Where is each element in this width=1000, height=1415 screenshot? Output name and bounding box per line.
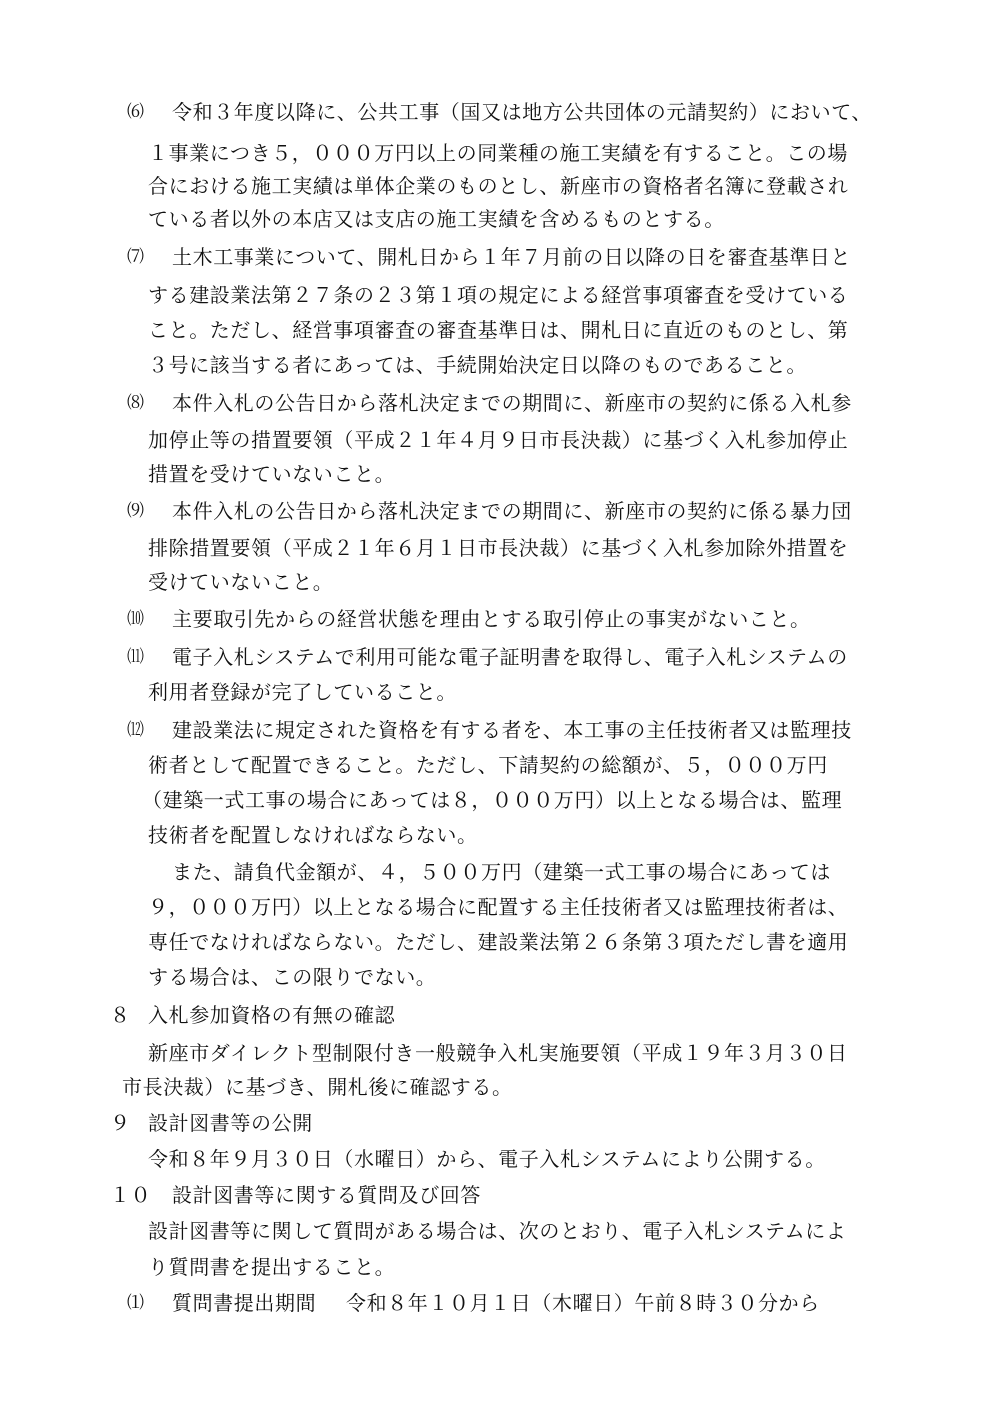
item-9-line-2: 排除措置要領（平成２１年６月１日市長決裁）に基づく入札参加除外措置を bbox=[148, 536, 849, 560]
item-7-line-2: する建設業法第２７条の２３第１項の規定による経営事項審査を受けている bbox=[148, 283, 849, 307]
item-12-line-1: 建設業法に規定された資格を有する者を、本工事の主任技術者又は監理技 bbox=[172, 718, 852, 742]
item-6-line-4: ている者以外の本店又は支店の施工実績を含めるものとする。 bbox=[148, 207, 725, 231]
item-7-line-3: こと。ただし、経営事項審査の審査基準日は、開札日に直近のものとし、第 bbox=[148, 318, 849, 342]
item-7-line-4: ３号に該当する者にあっては、手続開始決定日以降のものであること。 bbox=[148, 353, 807, 377]
section-9-body-line-1: 令和８年９月３０日（水曜日）から、電子入札システムにより公開する。 bbox=[148, 1147, 826, 1171]
item-marker-7: ⑺ bbox=[127, 247, 144, 267]
section-10-body-line-2: り質問書を提出すること。 bbox=[148, 1255, 396, 1279]
item-12b-line-1: また、請負代金額が、４，５００万円（建築一式工事の場合にあっては bbox=[172, 860, 831, 884]
item-marker-6: ⑹ bbox=[127, 102, 144, 122]
item-12-line-3: （建築一式工事の場合にあっては８，０００万円）以上となる場合は、監理 bbox=[142, 788, 843, 812]
section-10-body-line-1: 設計図書等に関して質問がある場合は、次のとおり、電子入札システムによ bbox=[148, 1219, 847, 1243]
section-10-number: １０ bbox=[110, 1183, 152, 1207]
item-8-line-1: 本件入札の公告日から落札決定までの期間に、新座市の契約に係る入札参 bbox=[172, 391, 852, 415]
item-12-line-4: 技術者を配置しなければならない。 bbox=[148, 823, 478, 847]
item-9-line-3: 受けていないこと。 bbox=[148, 570, 334, 594]
item-marker-10: ⑽ bbox=[127, 609, 144, 629]
item-12b-line-4: する場合は、この限りでない。 bbox=[148, 965, 437, 989]
item-8-line-2: 加停止等の措置要領（平成２１年４月９日市長決裁）に基づく入札参加停止 bbox=[148, 428, 849, 452]
section-8-title: 入札参加資格の有無の確認 bbox=[148, 1003, 396, 1027]
item-8-line-3: 措置を受けていないこと。 bbox=[148, 462, 396, 486]
item-marker-8: ⑻ bbox=[127, 393, 144, 413]
section-9-number: ９ bbox=[110, 1111, 131, 1135]
section-10-title: 設計図書等に関する質問及び回答 bbox=[172, 1183, 481, 1207]
item-10-line-1: 主要取引先からの経営状態を理由とする取引停止の事実がないこと。 bbox=[172, 607, 811, 631]
item-12b-line-2: ９，０００万円）以上となる場合に配置する主任技術者又は監理技術者は、 bbox=[148, 895, 849, 919]
sub-item-1-value: 令和８年１０月１日（木曜日）午前８時３０分から bbox=[346, 1291, 820, 1315]
section-8-body-line-1: 新座市ダイレクト型制限付き一般競争入札実施要領（平成１９年３月３０日 bbox=[148, 1041, 848, 1065]
item-6-line-2: １事業につき５，０００万円以上の同業種の施工実績を有すること。この場 bbox=[148, 141, 848, 165]
item-marker-9: ⑼ bbox=[127, 501, 144, 521]
item-6-line-3: 合における施工実績は単体企業のものとし、新座市の資格者名簿に登載され bbox=[148, 174, 849, 198]
section-9-title: 設計図書等の公開 bbox=[148, 1111, 313, 1135]
section-8-body-line-2: 市長決裁）に基づき、開札後に確認する。 bbox=[122, 1075, 513, 1099]
item-9-line-1: 本件入札の公告日から落札決定までの期間に、新座市の契約に係る暴力団 bbox=[172, 499, 852, 523]
item-6-line-1: 令和３年度以降に、公共工事（国又は地方公共団体の元請契約）において、 bbox=[172, 100, 872, 124]
item-7-line-1: 土木工事業について、開札日から１年７月前の日以降の日を審査基準日と bbox=[172, 245, 851, 269]
item-marker-11: ⑾ bbox=[127, 647, 144, 667]
sub-item-marker-1: ⑴ bbox=[127, 1293, 144, 1313]
item-11-line-1: 電子入札システムで利用可能な電子証明書を取得し、電子入札システムの bbox=[172, 645, 848, 669]
item-12-line-2: 術者として配置できること。ただし、下請契約の総額が、５，０００万円 bbox=[148, 753, 828, 777]
item-12b-line-3: 専任でなければならない。ただし、建設業法第２６条第３項ただし書を適用 bbox=[148, 930, 849, 954]
item-marker-12: ⑿ bbox=[127, 720, 144, 740]
sub-item-1-label: 質問書提出期間 bbox=[172, 1291, 317, 1315]
item-11-line-2: 利用者登録が完了していること。 bbox=[148, 680, 457, 704]
section-8-number: ８ bbox=[110, 1003, 131, 1027]
